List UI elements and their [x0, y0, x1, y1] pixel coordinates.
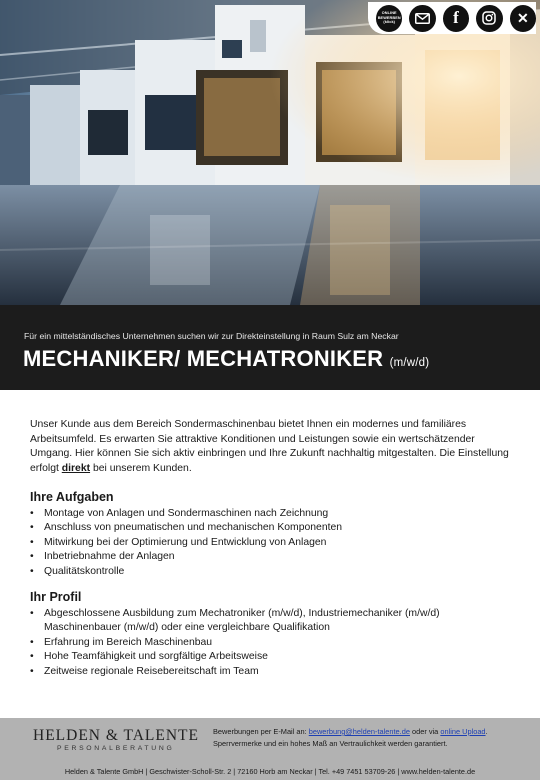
list-item: • Mitwirkung bei der Optimierung und Entwicklung von Anlagen: [30, 536, 515, 551]
apply-email-link[interactable]: bewerbung@helden-talente.de: [308, 727, 410, 736]
job-description: [30, 418, 515, 679]
lead-emphasis: direkt: [61, 462, 91, 474]
social-bar: [368, 2, 536, 34]
job-title-main: MECHANIKER/ MECHATRONIKER: [23, 346, 384, 371]
apply-prefix: Bewerbungen per E-Mail an:: [213, 727, 309, 736]
application-line2: Sperrvermerke und ein hohes Maß an Vertraulichkeit werden garantiert.: [213, 738, 448, 748]
apply-middle: oder via: [409, 727, 441, 736]
list-item: • Qualitätskontrolle: [30, 565, 515, 580]
instagram-icon[interactable]: [476, 5, 502, 32]
online-apply-line2: BEWERBEN: [377, 15, 401, 20]
tasks-list: [30, 507, 515, 580]
facebook-glyph: f: [453, 8, 459, 27]
list-item: • Abgeschlossene Ausbildung zum Mechatroniker (m/w/d), Industriemechaniker (m/w/d) Maschinenbauer (m/w/d) oder eine vergleichbare Qualifikation: [30, 607, 515, 636]
job-title-suffix: (m/w/d): [389, 357, 430, 369]
company-details: Helden & Talente GmbH | Geschwister-Scholl-Str. 2 | 72160 Horb am Neckar | Tel. +49 7451 53709-26 | www.helden-talente.de: [64, 767, 476, 776]
footer: [0, 718, 540, 780]
email-icon[interactable]: [409, 5, 435, 32]
online-apply-line1: ONLINE: [381, 10, 397, 15]
envelope-icon: [415, 13, 430, 24]
list-item: • Zeitweise regionale Reisebereitschaft im Team: [30, 665, 515, 680]
online-apply-button[interactable]: [376, 5, 402, 32]
list-item: • Inbetriebnahme der Anlagen: [30, 550, 515, 565]
list-item: • Montage von Anlagen und Sondermaschinen nach Zeichnung: [30, 507, 515, 522]
list-item: • Hohe Teamfähigkeit und sorgfältige Arbeitsweise: [30, 650, 515, 665]
xing-glyph: ✕: [516, 9, 529, 26]
factory-illustration: [0, 0, 540, 305]
list-item: • Erfahrung im Bereich Maschinenbau: [30, 636, 515, 651]
hero-image: [0, 0, 540, 305]
online-upload-link[interactable]: online Upload: [440, 727, 486, 736]
instagram-glyph: [482, 11, 496, 25]
tasks-heading: Ihre Aufgaben: [30, 490, 114, 504]
company-logo-subtitle: PERSONALBERATUNG: [57, 745, 175, 752]
profile-list: [30, 607, 515, 680]
company-logo: HELDEN & TALENTE: [33, 727, 199, 744]
intro-text: Für ein mittelständisches Unternehmen suchen wir zur Direkteinstellung in Raum Sulz am Neckar: [24, 331, 399, 341]
lead-text-end: bei unserem Kunden.: [90, 462, 192, 474]
job-title: [23, 346, 429, 372]
lead-text-start: Unser Kunde aus dem Bereich Sondermaschinenbau bietet Ihnen ein modernes und familiäres Arbeitsumfeld. Es erwarten Sie attraktive Konditionen und Leistungen sowie ein wertschätzender Umgang. Hier können Sie sich aktiv einbringen und Ihre Zukunft nachhaltig mitgestalten. Die Einstellung erfolgt: [30, 419, 509, 474]
application-line1: [213, 726, 528, 738]
online-apply-line3: (klick): [383, 20, 396, 25]
lead-paragraph: [30, 418, 515, 476]
apply-suffix: .: [485, 727, 488, 736]
xing-icon[interactable]: [510, 5, 536, 32]
title-band: [0, 305, 540, 390]
application-info: [213, 726, 528, 749]
profile-heading: Ihr Profil: [30, 590, 82, 604]
list-item: • Anschluss von pneumatischen und mechanischen Komponenten: [30, 521, 515, 536]
facebook-icon[interactable]: [443, 5, 469, 32]
